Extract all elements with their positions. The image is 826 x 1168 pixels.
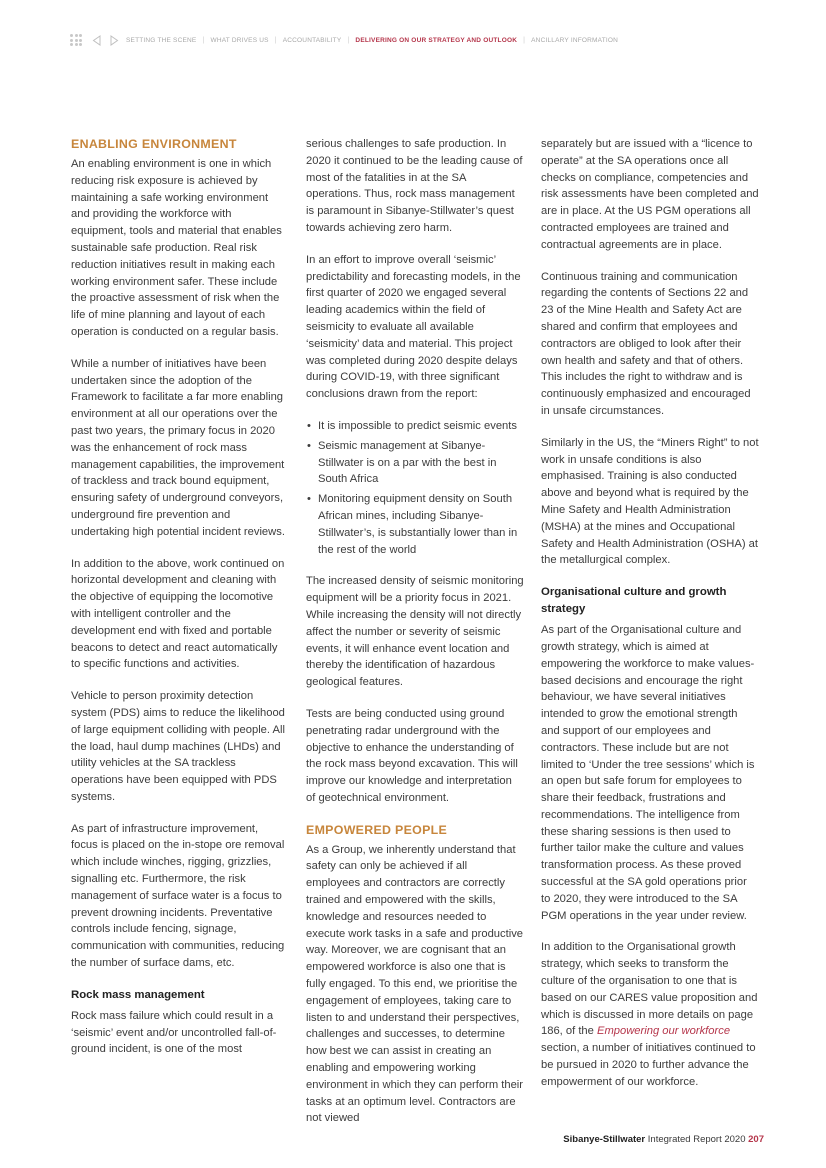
paragraph: An enabling environment is one in which reducing risk exposure is achieved by maintaining a safe working environment and providing the workforce with equipment, tools and material that enables sustainable safe production. Real risk reduction initiatives result in making each working environment safer. These include the proactive assessment of risk when the life of mine planning and layout of each operation is conducted on a regular basis. xyxy=(71,158,282,338)
paragraph: Rock mass failure which could result in a ‘seismic’ event and/or uncontrolled fall-of-ground incident, is one of the most xyxy=(71,1009,277,1056)
empowering-workforce-link[interactable]: Empowering our workforce xyxy=(596,1025,731,1038)
footer-report-title: Integrated Report 2020 xyxy=(647,1134,746,1145)
paragraph-text: In addition to the Organisational growth strategy, which seeks to transform the culture of the organisation to one that is based on our CARES value proposition and which is discussed in more details on page 186, of the xyxy=(541,941,758,1038)
list-item: • Seismic management at Sibanye-Stillwater is on a par with the best in South Africa xyxy=(306,438,524,488)
paragraph: Vehicle to person proximity detection system (PDS) aims to reduce the likelihood of large equipment colliding with people. All the load, haul dump machines (LHDs) and utility vehicles at the SA trackless operations have been equipped with PDS systems. xyxy=(71,690,285,803)
subheading-rock-mass-management: Rock mass management xyxy=(71,988,205,1001)
paragraph: While a number of initiatives have been undertaken since the adoption of the Framework to facilitate a far more enabling environment at all our operations over the past two years, the primary focus in 2020 was the enhancement of rock mass management capabilities, the improvement of trackless and track bound equipment, ensuring safety of underground conveyors, underground fire prevention and undertaking high potential incident reviews. xyxy=(71,357,285,538)
previous-page-icon[interactable] xyxy=(90,34,102,46)
page-footer xyxy=(563,1134,764,1145)
nav-what-drives-us[interactable]: WHAT DRIVES US xyxy=(210,36,269,44)
text-column-2 xyxy=(306,136,524,1142)
top-navigation xyxy=(70,32,618,48)
nav-separator: | xyxy=(202,36,205,44)
paragraph: Similarly in the US, the “Miners Right” to not work in unsafe conditions is also emphasised. Training is also conducted above and beyond what is required by the Mine Safety and Health Administration (MSHA) at the mines and Occupational Safety and Health Administration (OSHA) at the metallurgical complex. xyxy=(541,436,759,567)
paragraph-text: section, a number of initiatives continued to be pursued in 2020 to further advance the empowerment of our workforce. xyxy=(541,1042,756,1088)
list-item: • It is impossible to predict seismic events xyxy=(306,418,524,435)
paragraph: As part of infrastructure improvement, focus is placed on the in-stope ore removal which include winches, rigging, grizzlies, signalling etc. Furthermore, the risk management of surface water is a focus to prevent drowning incidents. Preventative controls include fencing, signage, communication with communities, reducing the number of surface dams, etc. xyxy=(71,822,285,970)
paragraph: The increased density of seismic monitoring equipment will be a priority focus in 2021. While increasing the density will not directly affect the number or severity of seismic events, it will enhance event location and thereby the identification of hazardous geological features. xyxy=(306,575,524,689)
paragraph: separately but are issued with a “licence to operate” at the SA operations once all checks on compliance, competencies and risk assessments have been completed and are in place. At the US PGM operations all contracted employees are trained and contractual agreements are in place. xyxy=(541,138,759,251)
list-item: • Monitoring equipment density on South African mines, including Sibanye-Stillwater’s, is substantially lower than in the rest of the world xyxy=(306,491,524,558)
nav-separator: | xyxy=(274,36,277,44)
paragraph: As a Group, we inherently understand that safety can only be achieved if all employees and contractors are correctly trained and empowered with the skills, knowledge and resources needed to execute work tasks in a safe and productive way. Moreover, we are cognisant that an empowered workforce is also one that is fully engaged. To this end, we prioritise the engagement of employees, taking care to listen to and understand their perspectives, challenges and successes, to determine how best we can assist in creating an enabling and empowering working environment in which they can perform their tasks at an optimum level. Contractors are not viewed xyxy=(306,843,524,1125)
page-number: 207 xyxy=(748,1134,764,1145)
conclusions-list xyxy=(306,418,524,558)
paragraph: Continuous training and communication regarding the contents of Sections 22 and 23 of the Mine Health and Safety Act are shared and confirm that employees and contractors are obliged to look after their own health and safety and that of others. This includes the right to withdraw and is continuously emphasized and encouraged in unsafe circumstances. xyxy=(541,270,751,417)
nav-accountability[interactable]: ACCOUNTABILITY xyxy=(282,36,342,44)
nav-ancillary-information[interactable]: ANCILLARY INFORMATION xyxy=(531,36,619,44)
text-column-3 xyxy=(541,136,759,1106)
paragraph: serious challenges to safe production. In 2020 it continued to be the leading cause of most of the fatalities in at the SA operations. Thus, rock mass management is paramount in Sibanye-Stillwater’s quest towards achieving zero harm. xyxy=(306,138,523,234)
section-heading-empowered-people: EMPOWERED PEOPLE xyxy=(306,822,448,837)
next-page-icon[interactable] xyxy=(108,34,120,46)
paragraph: In an effort to improve overall ‘seismic’ predictability and forecasting models, in the first quarter of 2020 we engaged several leading academics within the field of seismicity to evaluate all available ‘seismicity’ data and material. This project was completed during 2020 despite delays during COVID-19, with three significant conclusions drawn from the report: xyxy=(306,253,521,401)
paragraph: In addition to the above, work continued on horizontal development and cleaning with the objective of equipping the locomotive with intelligent controller and the development end with fixed and portable beacons to detect and react automatically to specific functions and activities. xyxy=(71,557,285,671)
nav-separator: | xyxy=(523,36,526,44)
nav-setting-the-scene[interactable]: SETTING THE SCENE xyxy=(126,36,197,44)
footer-brand: Sibanye-Stillwater xyxy=(563,1134,646,1145)
section-heading-enabling-environment: ENABLING ENVIRONMENT xyxy=(71,137,237,151)
nav-delivering-on-strategy[interactable]: DELIVERING ON OUR STRATEGY AND OUTLOOK xyxy=(355,36,518,44)
subheading-organisational-culture: Organisational culture and growth strategy xyxy=(541,586,727,616)
paragraph: Tests are being conducted using ground penetrating radar underground with the objective to enhance the understanding of the rock mass beyond excavation. This will improve our knowledge and interpretation of geotechnical environment. xyxy=(306,707,518,804)
text-column-1 xyxy=(71,136,287,1073)
menu-grid-icon[interactable] xyxy=(70,34,82,46)
nav-separator: | xyxy=(347,36,350,44)
paragraph: As part of the Organisational culture and growth strategy, which is aimed at empowering the workforce to make values-based decisions and encourage the right behaviour, we have several initiatives intended to grow the emotional strength and support of our employees and contractors. These include but are not limited to ‘Under the tree sessions’ which is an open but safe forum for employees to share their feedback, frustrations and recommendations. The intelligence from these sharing sessions is then used to further tailor make the culture and values transformation process. As these proved successful at the SA gold operations prior to 2020, they were introduced to the SA PGM operations in the year under review. xyxy=(541,624,755,922)
paragraph xyxy=(541,939,759,1090)
